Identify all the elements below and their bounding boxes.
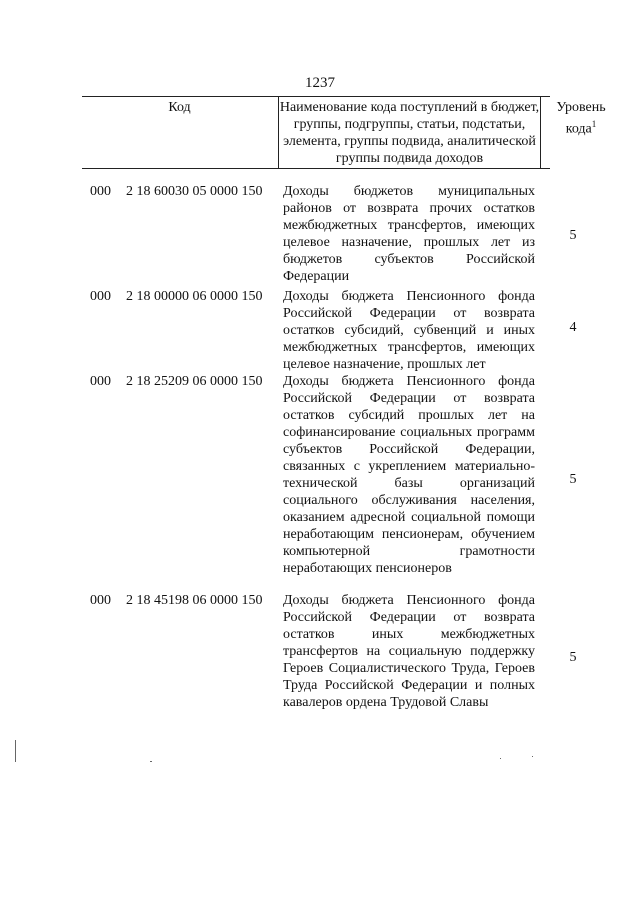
row-level: 5 <box>569 472 577 487</box>
row-code: 2 18 45198 06 0000 150 <box>126 593 263 608</box>
row-level: 4 <box>569 320 577 335</box>
row-code: 2 18 00000 06 0000 150 <box>126 289 263 304</box>
header-name: Наименование кода поступлений в бюджет, группы, подгруппы, статьи, подстатьи, элемента, группы подвида, аналитической группы подвида доходов <box>278 97 541 168</box>
page-number: 1237 <box>305 75 335 91</box>
row-level: 5 <box>569 650 577 665</box>
header-level-label: Уровень кода <box>556 100 606 137</box>
row-prefix: 000 <box>90 289 111 304</box>
row-name: Доходы бюджета Пенсионного фонда Российской Федерации от возврата остатков иных межбюджетных трансфертов на социальную поддержку Героев Социалистического Труда, Героев Труда Российской Федерации и полных кавалеров ордена Трудовой Славы <box>283 593 535 710</box>
scan-mark <box>532 756 533 757</box>
scan-mark <box>15 740 16 762</box>
scan-mark <box>150 761 152 762</box>
row-name: Доходы бюджета Пенсионного фонда Российской Федерации от возврата остатков субсидий, субвенций и иных межбюджетных трансфертов, имеющих целевое назначение, прошлых лет <box>283 289 535 372</box>
row-prefix: 000 <box>90 593 111 608</box>
row-name: Доходы бюджета Пенсионного фонда Российской Федерации от возврата остатков субсидий прошлых лет на софинансирование социальных программ субъектов Российской Федерации, связанных с укреплением материально-технической базы организаций социального обслуживания населения, оказанием адресной социальной помощи неработающим пенсионерам, обучением компьютерной грамотности неработающих пенсионеров <box>283 374 535 576</box>
row-prefix: 000 <box>90 184 111 199</box>
header-code: Код <box>168 100 191 115</box>
scan-mark <box>500 758 501 759</box>
row-prefix: 000 <box>90 374 111 389</box>
row-name: Доходы бюджетов муниципальных районов от возврата прочих остатков межбюджетных трансфертов, имеющих целевое назначение, прошлых лет из бюджетов субъектов Российской Федерации <box>283 184 535 284</box>
header-level <box>540 97 622 168</box>
row-code: 2 18 60030 05 0000 150 <box>126 184 263 199</box>
header-level-footnote: 1 <box>591 119 597 129</box>
table-header <box>82 96 606 169</box>
row-level: 5 <box>569 228 577 243</box>
row-code: 2 18 25209 06 0000 150 <box>126 374 263 389</box>
